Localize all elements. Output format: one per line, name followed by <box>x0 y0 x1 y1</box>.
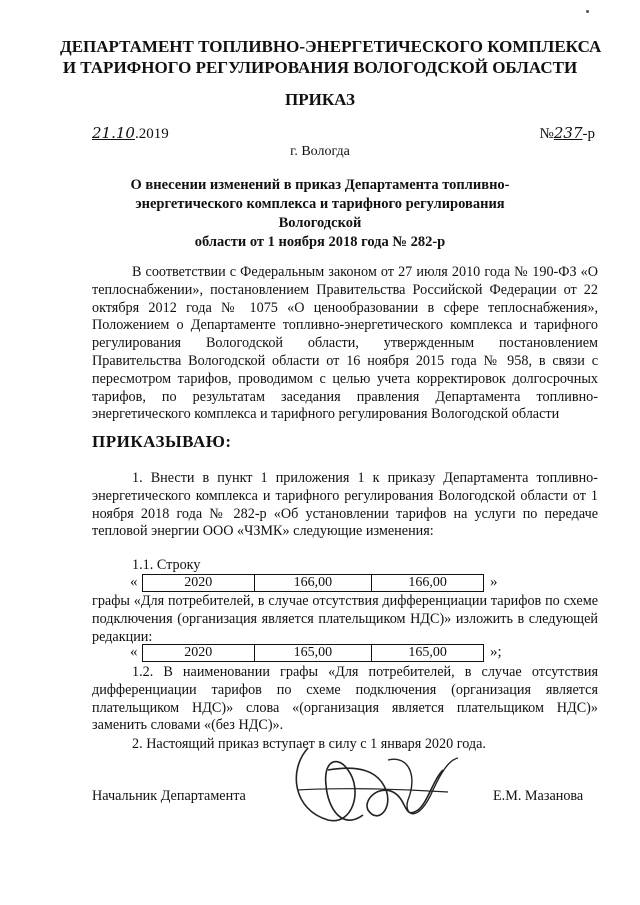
old-row-close-quote: » <box>490 574 498 590</box>
new-value-1-cell: 165,00 <box>254 645 372 662</box>
item-1-2: 1.2. В наименовании графы «Для потребителей, в случае отсутствия дифференциации тарифов по схеме подключения (организация является плательщиком НДС)» слова «(организация является плательщиком НДС)» заменить словами «(без НДС)». <box>92 664 598 734</box>
subject-line-2: энергетического комплекса и тарифного регулирования Вологодской <box>135 196 505 231</box>
old-value-2-cell: 166,00 <box>372 575 484 592</box>
old-values-row <box>142 574 484 592</box>
department-header <box>60 36 602 78</box>
document-type: ПРИКАЗ <box>285 90 355 109</box>
handwritten-signature <box>268 730 468 840</box>
new-row-close-quote: »; <box>490 644 502 660</box>
old-value-1-cell: 166,00 <box>254 575 372 592</box>
handwritten-number: 237 <box>553 124 583 142</box>
new-value-2-cell: 165,00 <box>372 645 484 662</box>
old-row-note: графы «Для потребителей, в случае отсутствия дифференциации тарифов по схеме подключения (организация является плательщиком НДС)» изложить в следующей редакции: <box>92 593 598 645</box>
new-row-open-quote: « <box>130 644 138 660</box>
item-2: 2. Настоящий приказ вступает в силу с 1 января 2020 года. <box>132 736 486 752</box>
item-1: 1. Внести в пункт 1 приложения 1 к приказу Департамента топливно-энергетического комплекса и тарифного регулирования Вологодской области от 1 ноября 2018 года № 282-р «Об установлении тарифов на услуги по передаче тепловой энергии ООО «ЧЗМК» следующие изменения: <box>92 470 598 540</box>
order-number <box>540 124 595 143</box>
signatory-name: Е.М. Мазанова <box>493 788 584 804</box>
new-values-row <box>142 644 484 662</box>
number-prefix: № <box>539 126 554 142</box>
item-1-1: 1.1. Строку <box>132 557 201 573</box>
date-year: .2019 <box>134 126 169 142</box>
subject-line-1: О внесении изменений в приказ Департамента топливно- <box>130 177 510 193</box>
number-suffix: -р <box>582 126 595 142</box>
old-row-open-quote: « <box>130 574 138 590</box>
department-line-1: ДЕПАРТАМЕНТ ТОПЛИВНО-ЭНЕРГЕТИЧЕСКОГО КОМПЛЕКСА <box>60 37 602 56</box>
order-date <box>92 124 169 143</box>
handwritten-date: 21.10 <box>92 124 135 142</box>
department-line-2: И ТАРИФНОГО РЕГУЛИРОВАНИЯ ВОЛОГОДСКОЙ ОБЛАСТИ <box>62 58 578 77</box>
order-subject <box>110 176 530 252</box>
city: г. Вологда <box>290 144 350 159</box>
subject-line-3: области от 1 ноября 2018 года № 282-р <box>194 234 446 250</box>
signatory-title: Начальник Департамента <box>92 788 246 804</box>
scan-speck <box>586 10 589 13</box>
old-year-cell: 2020 <box>143 575 255 592</box>
new-year-cell: 2020 <box>143 645 255 662</box>
order-word: ПРИКАЗЫВАЮ: <box>92 432 232 451</box>
preamble-paragraph: В соответствии с Федеральным законом от 27 июля 2010 года № 190-ФЗ «О теплоснабжении», постановлением Правительства Российской Федерации от 22 октября 2012 года № 1075 «О ценообразовании в сфере теплоснабжения», Положением о Департаменте топливно-энергетического комплекса и тарифного регулирования Вологодской области, утвержденным постановлением Правительства Вологодской области от 16 ноября 2015 года № 958, в связи с пересмотром тарифов, проводимом с целью учета корректировок долгосрочных тарифов, по результатам заседания правления Департамента топливно-энергетического комплекса и тарифного регулирования Вологодской области <box>92 264 598 423</box>
